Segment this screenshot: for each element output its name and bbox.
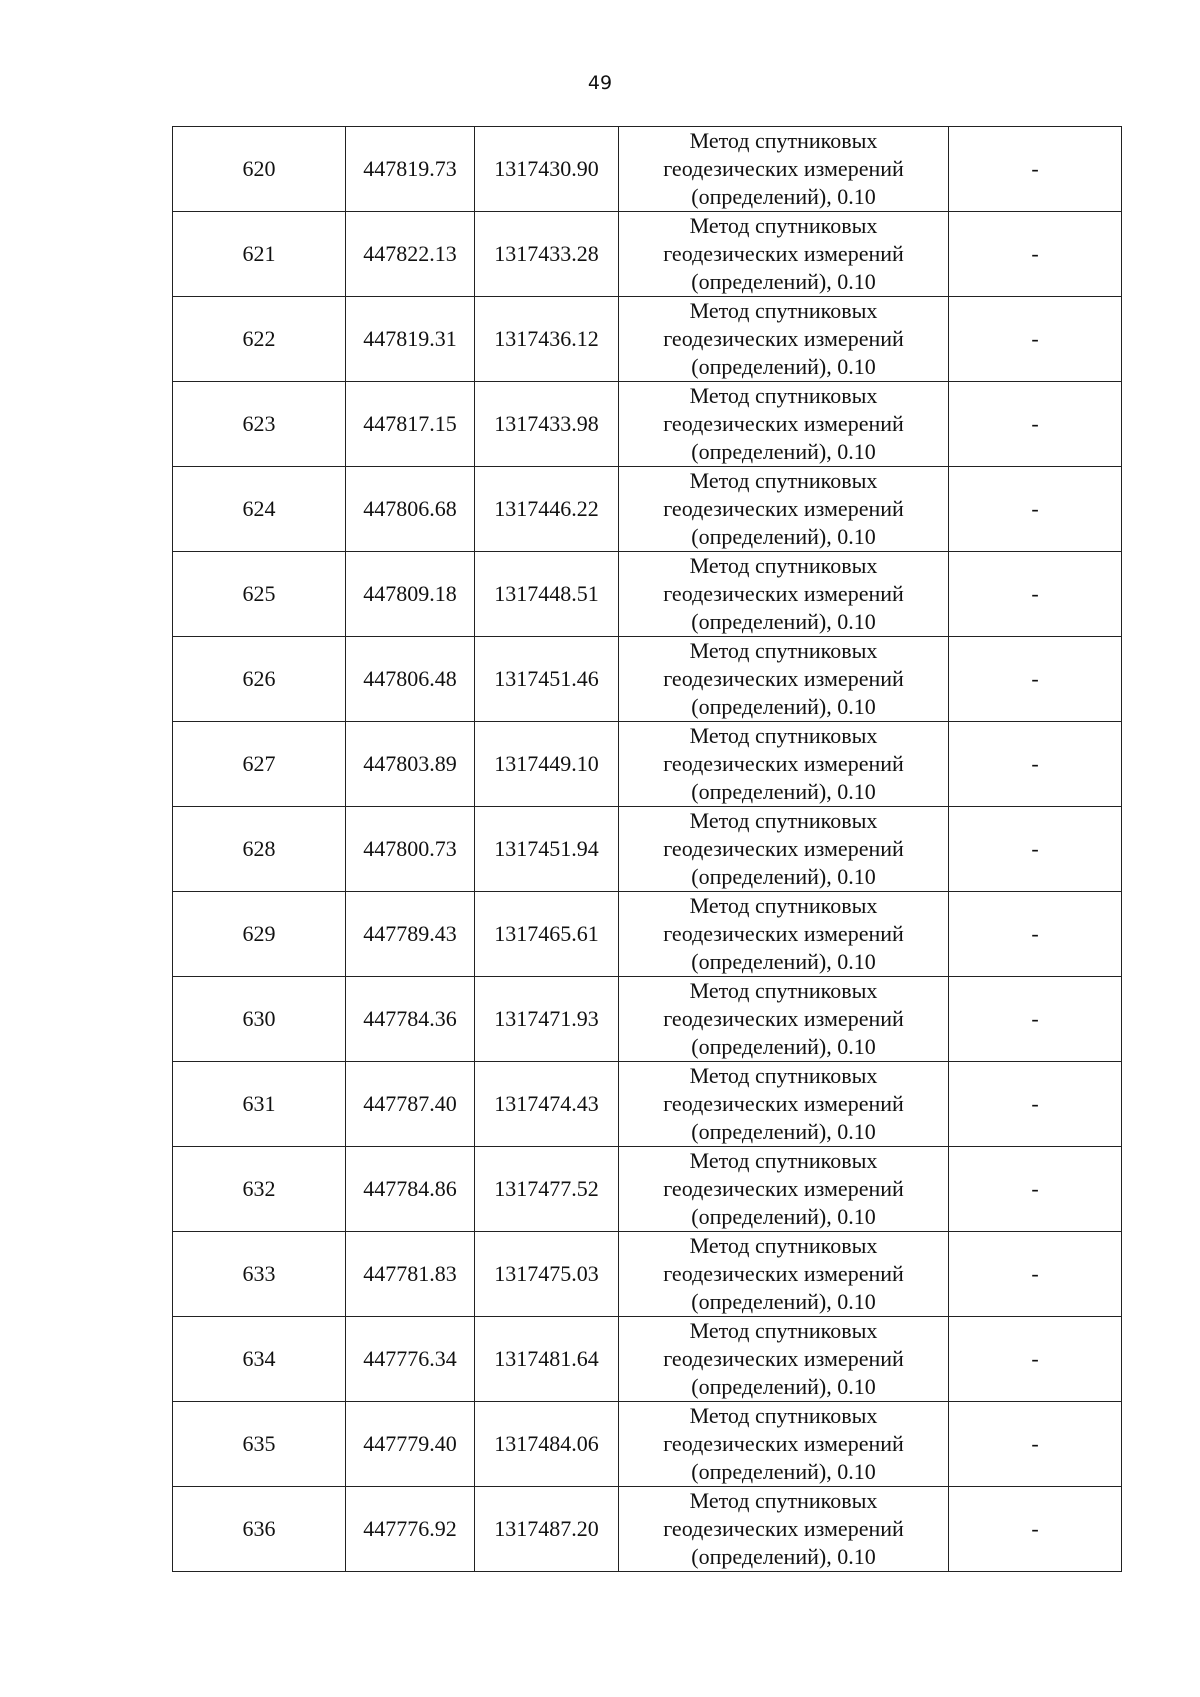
table-row [173,977,1122,1062]
method-text-line: (определений), 0.10 [691,694,876,719]
x-coordinate-cell: 447822.13 [346,212,475,297]
method-accuracy-cell [619,1317,949,1402]
method-text-line: (определений), 0.10 [691,864,876,889]
method-accuracy-cell [619,977,949,1062]
method-text-line: Метод спутниковых [689,1488,878,1513]
y-coordinate-cell: 1317474.43 [475,1062,619,1147]
method-text-line: Метод спутниковых [689,723,878,748]
method-accuracy-cell [619,892,949,977]
y-coordinate-cell: 1317451.94 [475,807,619,892]
x-coordinate-cell: 447806.48 [346,637,475,722]
method-text-line: Метод спутниковых [689,893,878,918]
y-coordinate-cell: 1317477.52 [475,1147,619,1232]
point-number-cell: 631 [173,1062,346,1147]
x-coordinate-cell: 447789.43 [346,892,475,977]
table-row [173,127,1122,212]
method-text-line: геодезических измерений [663,921,904,946]
point-number-cell: 632 [173,1147,346,1232]
y-coordinate-cell: 1317487.20 [475,1487,619,1572]
method-text-line: (определений), 0.10 [691,439,876,464]
x-coordinate-cell: 447817.15 [346,382,475,467]
method-text-line: Метод спутниковых [689,213,878,238]
point-number-cell: 636 [173,1487,346,1572]
table-row [173,807,1122,892]
method-text-line: геодезических измерений [663,1006,904,1031]
method-accuracy-cell [619,807,949,892]
note-cell: - [949,467,1122,552]
table-row [173,1402,1122,1487]
method-text-line: Метод спутниковых [689,808,878,833]
y-coordinate-cell: 1317481.64 [475,1317,619,1402]
x-coordinate-cell: 447819.73 [346,127,475,212]
note-cell: - [949,977,1122,1062]
method-text-line: геодезических измерений [663,836,904,861]
point-number-cell: 623 [173,382,346,467]
method-text-line: (определений), 0.10 [691,1459,876,1484]
point-number-cell: 622 [173,297,346,382]
method-text-line: (определений), 0.10 [691,1289,876,1314]
note-cell: - [949,722,1122,807]
table-row [173,212,1122,297]
note-cell: - [949,1317,1122,1402]
table-row [173,722,1122,807]
table-row [173,1062,1122,1147]
method-accuracy-cell [619,1062,949,1147]
method-text-line: геодезических измерений [663,1431,904,1456]
note-cell: - [949,1062,1122,1147]
x-coordinate-cell: 447779.40 [346,1402,475,1487]
method-text-line: геодезических измерений [663,1346,904,1371]
y-coordinate-cell: 1317436.12 [475,297,619,382]
method-text-line: (определений), 0.10 [691,524,876,549]
method-text-line: геодезических измерений [663,1516,904,1541]
x-coordinate-cell: 447787.40 [346,1062,475,1147]
method-text-line: геодезических измерений [663,1261,904,1286]
method-accuracy-cell [619,127,949,212]
point-number-cell: 620 [173,127,346,212]
table-row [173,1232,1122,1317]
point-number-cell: 626 [173,637,346,722]
y-coordinate-cell: 1317433.98 [475,382,619,467]
method-accuracy-cell [619,1487,949,1572]
table-row [173,1487,1122,1572]
method-text-line: Метод спутниковых [689,468,878,493]
method-text-line: Метод спутниковых [689,1063,878,1088]
method-text-line: Метод спутниковых [689,1233,878,1258]
point-number-cell: 634 [173,1317,346,1402]
table-row [173,1317,1122,1402]
x-coordinate-cell: 447784.86 [346,1147,475,1232]
x-coordinate-cell: 447776.34 [346,1317,475,1402]
note-cell: - [949,212,1122,297]
table-row [173,1147,1122,1232]
method-text-line: геодезических измерений [663,581,904,606]
method-text-line: геодезических измерений [663,326,904,351]
table-row [173,467,1122,552]
y-coordinate-cell: 1317446.22 [475,467,619,552]
method-text-line: (определений), 0.10 [691,1374,876,1399]
x-coordinate-cell: 447806.68 [346,467,475,552]
point-number-cell: 629 [173,892,346,977]
y-coordinate-cell: 1317475.03 [475,1232,619,1317]
point-number-cell: 635 [173,1402,346,1487]
point-number-cell: 633 [173,1232,346,1317]
x-coordinate-cell: 447800.73 [346,807,475,892]
method-text-line: Метод спутниковых [689,1403,878,1428]
note-cell: - [949,552,1122,637]
method-text-line: Метод спутниковых [689,383,878,408]
method-text-line: геодезических измерений [663,156,904,181]
method-text-line: (определений), 0.10 [691,1119,876,1144]
note-cell: - [949,1402,1122,1487]
point-number-cell: 630 [173,977,346,1062]
method-text-line: Метод спутниковых [689,978,878,1003]
method-text-line: (определений), 0.10 [691,184,876,209]
method-accuracy-cell [619,297,949,382]
point-number-cell: 628 [173,807,346,892]
note-cell: - [949,127,1122,212]
note-cell: - [949,1487,1122,1572]
method-text-line: Метод спутниковых [689,1148,878,1173]
method-text-line: (определений), 0.10 [691,354,876,379]
method-text-line: Метод спутниковых [689,298,878,323]
method-text-line: (определений), 0.10 [691,949,876,974]
method-text-line: геодезических измерений [663,666,904,691]
note-cell: - [949,297,1122,382]
y-coordinate-cell: 1317471.93 [475,977,619,1062]
method-text-line: (определений), 0.10 [691,609,876,634]
note-cell: - [949,807,1122,892]
y-coordinate-cell: 1317449.10 [475,722,619,807]
coordinates-table [172,126,1122,1572]
y-coordinate-cell: 1317448.51 [475,552,619,637]
method-text-line: (определений), 0.10 [691,1204,876,1229]
method-text-line: Метод спутниковых [689,128,878,153]
method-text-line: геодезических измерений [663,1091,904,1116]
method-text-line: геодезических измерений [663,411,904,436]
table-row [173,382,1122,467]
note-cell: - [949,892,1122,977]
point-number-cell: 625 [173,552,346,637]
table-row [173,892,1122,977]
note-cell: - [949,382,1122,467]
method-text-line: (определений), 0.10 [691,1034,876,1059]
method-text-line: геодезических измерений [663,241,904,266]
x-coordinate-cell: 447809.18 [346,552,475,637]
method-accuracy-cell [619,552,949,637]
method-accuracy-cell [619,212,949,297]
x-coordinate-cell: 447819.31 [346,297,475,382]
page-number: 49 [587,72,613,94]
y-coordinate-cell: 1317430.90 [475,127,619,212]
method-text-line: Метод спутниковых [689,638,878,663]
method-text-line: геодезических измерений [663,496,904,521]
point-number-cell: 627 [173,722,346,807]
method-accuracy-cell [619,382,949,467]
y-coordinate-cell: 1317484.06 [475,1402,619,1487]
point-number-cell: 624 [173,467,346,552]
method-accuracy-cell [619,1402,949,1487]
method-text-line: геодезических измерений [663,1176,904,1201]
method-text-line: Метод спутниковых [689,1318,878,1343]
x-coordinate-cell: 447776.92 [346,1487,475,1572]
method-text-line: (определений), 0.10 [691,1544,876,1569]
method-accuracy-cell [619,1147,949,1232]
y-coordinate-cell: 1317433.28 [475,212,619,297]
table-row [173,297,1122,382]
table-row [173,637,1122,722]
x-coordinate-cell: 447803.89 [346,722,475,807]
method-text-line: (определений), 0.10 [691,269,876,294]
y-coordinate-cell: 1317451.46 [475,637,619,722]
method-accuracy-cell [619,1232,949,1317]
x-coordinate-cell: 447784.36 [346,977,475,1062]
method-text-line: Метод спутниковых [689,553,878,578]
method-text-line: (определений), 0.10 [691,779,876,804]
y-coordinate-cell: 1317465.61 [475,892,619,977]
note-cell: - [949,1232,1122,1317]
method-text-line: геодезических измерений [663,751,904,776]
x-coordinate-cell: 447781.83 [346,1232,475,1317]
method-accuracy-cell [619,722,949,807]
note-cell: - [949,637,1122,722]
table-body [173,127,1122,1572]
note-cell: - [949,1147,1122,1232]
method-accuracy-cell [619,637,949,722]
point-number-cell: 621 [173,212,346,297]
table-row [173,552,1122,637]
method-accuracy-cell [619,467,949,552]
